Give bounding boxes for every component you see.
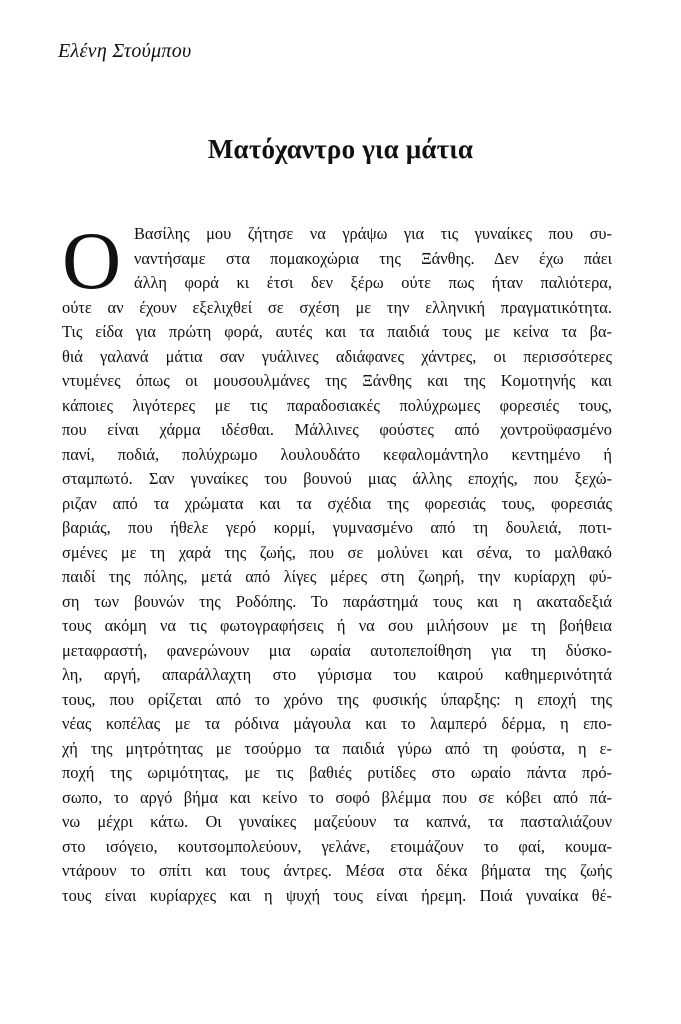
body-text <box>62 215 612 908</box>
text-line: βαριάς, που ήθελε γερό κορμί, γυμνασμένο από τη δουλειά, ποτι- <box>62 518 612 537</box>
text-line: ντυμένες όπως οι μουσουλμάνες της Ξάνθης και της Κομοτηνής και <box>62 371 612 390</box>
text-line: μεταφραστή, φανερώνουν μια ωραία αυτοπεποίθηση για τη δύσκο- <box>62 640 612 660</box>
text-line: σωπο, το αργό βήμα και κείνο το σοφό βλέμμα που σε κόβει από πά- <box>62 787 612 807</box>
text-line: σμένες με τη χαρά της ζωής, που σε μολύνει και σένα, το μαλθακό <box>62 542 612 562</box>
text-line: Τις είδα για πρώτη φορά, αυτές και τα παιδιά τους με κείνα τα βα- <box>62 322 612 341</box>
text-line: χή της μητρότητας με τσούρμο τα παιδιά γύρω από τη φούστα, η ε- <box>62 738 612 758</box>
text-line: λη, αργή, απαράλλαχτη στο γύρισμα του καιρού καθημερινότητά <box>62 665 612 684</box>
text-line: ούτε αν έχουν εξελιχθεί σε σχέση με την ελληνική πραγματικότητα. <box>62 297 612 317</box>
chapter-title: Ματόχαντρο για μάτια <box>207 134 474 164</box>
text-line: Βασίλης μου ζήτησε να γράψω για τις γυναίκες που συ- <box>134 224 612 243</box>
text-line: θιά γαλανά μάτια σαν γυάλινες αδιάφανες χάντρες, οι περισσότερες <box>62 346 612 366</box>
text-line: τους, που ορίζεται από το χρόνο της φυσικής ύπαρξης: η εποχή της <box>62 689 612 709</box>
text-line: ποχή της ωριμότητας, με τις βαθιές ρυτίδες στο ωραίο πάντα πρό- <box>62 763 612 782</box>
text-line: τους είναι κυρίαρχες και η ψυχή τους είναι ήρεμη. Ποιά γυναίκα θέ- <box>62 885 612 905</box>
text-line: ναντήσαμε στα πομακοχώρια της Ξάνθης. Δεν έχω πάει <box>134 248 612 268</box>
text-line: που είναι χάρμα ιδέσθαι. Μάλλινες φούστες από χοντροϋφασμένο <box>62 420 612 439</box>
text-line: στο ισόγειο, κουτσομπολεύουν, γελάνε, ετοιμάζουν το φαί, κουμα- <box>62 836 612 856</box>
text-line: σταμπωτό. Σαν γυναίκες του βουνού μιας άλλης εποχής, που ξεχώ- <box>62 469 612 488</box>
text-line: τους ακόμη να τις φωτογραφήσεις ή να σου μιλήσουν με τη βοήθεια <box>62 616 612 635</box>
text-line: κάποιες λιγότερες με τις παραδοσιακές πολύχρωμες φορεσιές τους, <box>62 395 612 415</box>
text-line: πανί, ποδιά, πολύχρωμο λουλουδάτο κεφαλομάντηλο κεντημένο ή <box>62 444 612 464</box>
text-line: ντάρουν το σπίτι και τους άντρες. Μέσα στα δέκα βήματα της ζωής <box>62 861 612 880</box>
running-head-author: Ελένη Στούμπου <box>58 40 192 62</box>
text-line: ση των βουνών της Ροδόπης. Το παράστημά τους και η ακαταδεξιά <box>62 591 612 611</box>
text-line: άλλη φορά κι έτσι δεν ξέρω ούτε πως ήταν παλιότερα, <box>134 273 612 292</box>
drop-cap: Ο <box>62 215 122 306</box>
text-line: νω μέχρι κάτω. Οι γυναίκες μαζεύουν τα καπνά, τα πασταλιάζουν <box>62 812 612 831</box>
text-line: ριζαν από τα χρώματα και τα σχέδια της φορεσιάς τους, φορεσιάς <box>62 493 612 513</box>
text-line: νέας κοπέλας με τα ρόδινα μάγουλα και το λαμπερό δέρμα, η επο- <box>62 714 612 733</box>
text-line: παιδί της πόλης, μετά από λίγες μέρες στη ζωηρή, την κυρίαρχη φύ- <box>62 567 612 586</box>
